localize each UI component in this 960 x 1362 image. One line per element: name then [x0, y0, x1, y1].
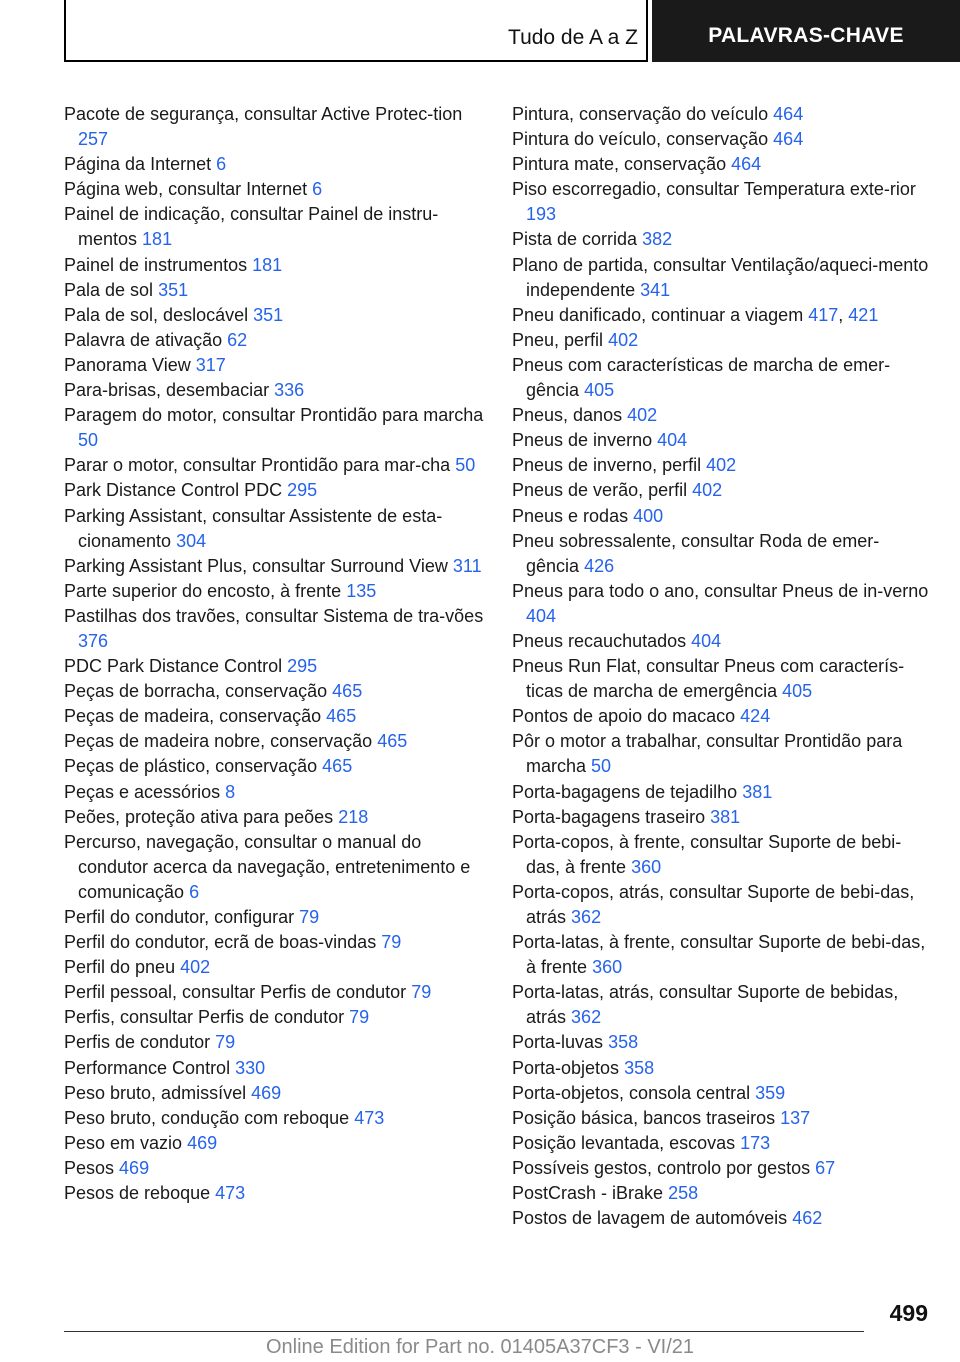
page-reference-link[interactable]: 360 — [592, 957, 623, 978]
page-reference-link[interactable]: 351 — [253, 304, 284, 325]
page-reference-link[interactable]: 193 — [526, 204, 557, 225]
page-reference-link[interactable]: 464 — [731, 154, 762, 175]
index-entry-text: Porta-bagagens traseiro — [512, 806, 706, 827]
page-reference-link[interactable]: 421 — [848, 304, 879, 325]
page-reference-link[interactable]: 218 — [338, 806, 369, 827]
index-entry-text: Pneus, danos — [512, 405, 623, 426]
index-entry — [512, 353, 932, 403]
index-entry — [64, 152, 484, 177]
page-reference-link[interactable]: 317 — [195, 354, 226, 375]
index-entry-text: Pala de sol, deslocável — [64, 304, 249, 325]
index-entry-text: Pneu, perfil — [512, 329, 604, 350]
page-reference-link[interactable]: 79 — [299, 907, 320, 927]
index-entry-text: Paragem do motor, consultar Prontidão para marcha — [64, 405, 484, 426]
page-reference-link[interactable]: 79 — [349, 1007, 370, 1028]
index-entry-text: Pneus de inverno, perfil — [512, 455, 702, 476]
index-entry — [512, 403, 932, 428]
page-reference-link[interactable]: 358 — [608, 1032, 639, 1053]
page-reference-link[interactable]: 295 — [287, 480, 318, 501]
index-column-right — [512, 102, 932, 1231]
index-entry-text: Posição básica, bancos traseiros — [512, 1107, 776, 1128]
page-reference-link[interactable]: 402 — [706, 455, 737, 476]
page-reference-link[interactable]: 404 — [691, 630, 722, 651]
index-entry — [64, 1106, 484, 1131]
page-reference-link[interactable]: 135 — [346, 580, 377, 601]
header-section-box — [64, 0, 648, 62]
index-entry-text: Perfil do condutor, ecrã de boas-vindas — [64, 932, 377, 953]
page-reference-link[interactable]: 381 — [710, 806, 741, 827]
index-entry — [64, 805, 484, 830]
index-entry-text: Pneu danificado, continuar a viagem — [512, 304, 804, 325]
index-entry-text: Park Distance Control PDC — [64, 480, 283, 501]
page-reference-link[interactable]: 469 — [119, 1157, 150, 1178]
index-entry-text: Pôr o motor a trabalhar, consultar Prontidão para marcha — [512, 731, 903, 777]
index-entry — [64, 830, 484, 905]
index-entry-text: Pneus com características de marcha de emer-gência — [512, 354, 891, 401]
index-entry — [512, 428, 932, 453]
index-entry-text: Perfil do condutor, configurar — [64, 907, 295, 927]
index-entry-text: Pista de corrida — [512, 229, 638, 250]
index-entry — [512, 127, 932, 152]
index-entry — [512, 704, 932, 729]
page-reference-link[interactable]: 362 — [571, 907, 602, 927]
page-reference-link[interactable]: 402 — [627, 405, 658, 426]
index-entry-text: Palavra de ativação — [64, 329, 223, 350]
page-reference-link[interactable]: 402 — [692, 480, 723, 501]
page-reference-link[interactable]: 362 — [571, 1007, 602, 1028]
index-entry — [64, 1056, 484, 1081]
index-entry-text: Pneus de inverno — [512, 430, 653, 451]
index-entry — [64, 704, 484, 729]
page-reference-link[interactable]: 50 — [591, 756, 612, 777]
page-reference-link[interactable]: 304 — [176, 530, 207, 551]
page-reference-link[interactable]: 181 — [252, 254, 283, 275]
page-reference-link[interactable]: 79 — [381, 932, 402, 953]
index-entry-text: Pastilhas dos travões, consultar Sistema de tra-vões — [64, 605, 484, 626]
index-entry — [512, 177, 932, 227]
page-reference-link[interactable]: 464 — [773, 104, 804, 124]
index-entry — [512, 930, 932, 980]
page-reference-link[interactable]: 311 — [452, 555, 482, 576]
page-reference-link[interactable]: 360 — [631, 856, 662, 877]
index-entry — [512, 880, 932, 930]
index-entry-text: Porta-bagagens de tejadilho — [512, 781, 738, 802]
page-reference-link[interactable]: 405 — [782, 681, 813, 702]
index-entry-text: Pacote de segurança, consultar Active Protec-tion — [64, 104, 463, 124]
index-entry — [512, 328, 932, 353]
index-entry-text: Peças e acessórios — [64, 781, 221, 802]
section-title: Tudo de A a Z — [508, 26, 638, 49]
page-reference-link[interactable]: 359 — [755, 1082, 786, 1103]
index-entry — [512, 805, 932, 830]
index-entry — [512, 980, 932, 1030]
index-entry-text: Percurso, navegação, consultar o manual do condutor acerca da navegação, entretenimento e comunicação — [64, 831, 471, 902]
page-number: 499 — [889, 1300, 928, 1326]
page-reference-link[interactable]: 173 — [740, 1132, 771, 1153]
index-entry — [64, 353, 484, 378]
index-entry — [64, 955, 484, 980]
index-column-left — [64, 102, 484, 1206]
index-entry-text: Pontos de apoio do macaco — [512, 706, 736, 727]
index-entry — [64, 478, 484, 503]
index-entry-text: Parking Assistant, consultar Assistente de esta-cionamento — [64, 505, 443, 551]
index-entry — [64, 1156, 484, 1181]
index-entry-text: Pneu sobressalente, consultar Roda de emer-gência — [512, 530, 880, 576]
index-entry-text: Pneus para todo o ano, consultar Pneus de in-verno — [512, 580, 929, 601]
index-entry — [64, 604, 484, 654]
page-reference-link[interactable]: 469 — [187, 1132, 218, 1153]
index-entry — [64, 303, 484, 328]
index-entry-text: Peões, proteção ativa para peões — [64, 806, 334, 827]
index-entry — [512, 579, 932, 629]
page-reference-link[interactable]: 336 — [274, 380, 305, 401]
index-entry-text: Porta-objetos, consola central — [512, 1082, 751, 1103]
index-entry-text: Pneus e rodas — [512, 505, 629, 526]
index-entry-text: Pintura mate, conservação — [512, 154, 727, 175]
index-entry — [512, 504, 932, 529]
index-entry-text: Peso bruto, admissível — [64, 1082, 247, 1103]
page-reference-link[interactable]: 462 — [792, 1208, 823, 1229]
index-entry — [512, 1131, 932, 1156]
index-entry-text: Pneus Run Flat, consultar Pneus com caracterís-ticas de marcha de emergência — [512, 656, 905, 702]
page-reference-link[interactable]: 426 — [584, 555, 615, 576]
index-entry-text: Peças de plástico, conservação — [64, 756, 318, 777]
page-reference-link[interactable]: 341 — [640, 279, 671, 300]
page-reference-link[interactable]: 473 — [354, 1107, 385, 1128]
page-reference-link[interactable]: 6 — [189, 881, 200, 902]
index-entry-text: Performance Control — [64, 1057, 231, 1078]
index-entry-text: Pesos de reboque — [64, 1183, 211, 1204]
index-entry — [64, 253, 484, 278]
index-entry-text: Postos de lavagem de automóveis — [512, 1208, 788, 1229]
page-reference-link[interactable]: 400 — [633, 505, 664, 526]
page-reference-link[interactable]: 465 — [326, 706, 357, 727]
index-entry — [512, 102, 932, 127]
index-entry — [64, 1131, 484, 1156]
index-entry — [64, 980, 484, 1005]
index-entry — [512, 780, 932, 805]
footer-divider — [64, 1331, 864, 1332]
index-entry — [64, 1005, 484, 1030]
index-entry — [512, 1206, 932, 1231]
index-entry-text: Página da Internet — [64, 154, 212, 175]
page-reference-link[interactable]: 376 — [78, 630, 109, 651]
index-entry-text: Porta-latas, atrás, consultar Suporte de bebidas, atrás — [512, 982, 899, 1028]
page-reference-link[interactable]: 137 — [780, 1107, 811, 1128]
index-entry — [64, 1181, 484, 1206]
index-entry — [512, 253, 932, 303]
index-entry — [512, 654, 932, 704]
index-entry-text: Painel de instrumentos — [64, 254, 248, 275]
index-entry — [512, 1030, 932, 1055]
index-entry — [512, 1181, 932, 1206]
page-reference-link[interactable]: 424 — [740, 706, 771, 727]
page-reference-link[interactable]: 465 — [332, 681, 363, 702]
index-entry-text: Panorama View — [64, 354, 191, 375]
index-entry — [64, 780, 484, 805]
index-entry-text: Plano de partida, consultar Ventilação/aqueci-mento independente — [512, 254, 929, 300]
index-entry-text: Perfis de condutor — [64, 1032, 211, 1053]
page-reference-link[interactable]: 404 — [526, 605, 557, 626]
page-reference-link[interactable]: 417 — [808, 304, 839, 325]
keyword-tab: PALAVRAS-CHAVE — [652, 0, 960, 62]
page-reference-link[interactable]: 295 — [287, 656, 318, 677]
index-entry-text: Painel de indicação, consultar Painel de instru-mentos — [64, 204, 439, 250]
index-entry — [64, 654, 484, 679]
index-entry — [512, 1056, 932, 1081]
page-reference-link[interactable]: 351 — [158, 279, 189, 300]
index-entry — [512, 227, 932, 252]
index-entry-text: Porta-copos, atrás, consultar Suporte de bebi-das, atrás — [512, 881, 915, 927]
index-entry-text: Peso em vazio — [64, 1132, 183, 1153]
index-entry-text: Porta-luvas — [512, 1032, 604, 1053]
index-entry — [64, 729, 484, 754]
page-reference-link[interactable]: 330 — [235, 1057, 266, 1078]
index-entry — [64, 504, 484, 554]
index-entry-text: Posição levantada, escovas — [512, 1132, 736, 1153]
index-entry-text: Piso escorregadio, consultar Temperatura exte-rior — [512, 179, 916, 200]
index-entry-text: Porta-latas, à frente, consultar Suporte de bebi-das, à frente — [512, 932, 926, 978]
page-reference-link[interactable]: 465 — [377, 731, 408, 752]
page-reference-link[interactable]: 258 — [668, 1183, 699, 1204]
page-reference-link[interactable]: 402 — [608, 329, 639, 350]
index-entry-text: Porta-copos, à frente, consultar Suporte de bebi-das, à frente — [512, 831, 902, 877]
page-reference-link[interactable]: 6 — [216, 154, 227, 175]
index-entry — [512, 729, 932, 779]
page-reference-link[interactable]: 404 — [657, 430, 688, 451]
page-reference-link[interactable]: 402 — [180, 957, 211, 978]
page-reference-link[interactable]: 67 — [815, 1157, 836, 1178]
index-entry-text: Pneus recauchutados — [512, 630, 687, 651]
page-reference-link[interactable]: 50 — [78, 430, 99, 451]
page-reference-link[interactable]: 50 — [455, 455, 476, 476]
index-entry — [512, 478, 932, 503]
index-entry-text: Pintura do veículo, conservação — [512, 129, 769, 150]
index-entry — [64, 579, 484, 604]
index-entry — [512, 152, 932, 177]
page-reference-link[interactable]: 6 — [312, 179, 323, 200]
page-reference-link[interactable]: 464 — [773, 129, 804, 150]
page-reference-link[interactable]: 358 — [624, 1057, 655, 1078]
index-entry — [64, 328, 484, 353]
index-entry-text: Página web, consultar Internet — [64, 179, 308, 200]
index-entry-text: Pintura, conservação do veículo — [512, 104, 769, 124]
index-entry — [512, 830, 932, 880]
index-entry — [64, 905, 484, 930]
index-entry-text: Peso bruto, condução com reboque — [64, 1107, 350, 1128]
index-entry — [512, 1106, 932, 1131]
page-reference-link[interactable]: 62 — [227, 329, 248, 350]
index-entry — [64, 202, 484, 252]
page-reference-link[interactable]: 382 — [642, 229, 673, 250]
index-entry-text: PDC Park Distance Control — [64, 656, 283, 677]
index-entry — [512, 1081, 932, 1106]
index-entry-text: Para-brisas, desembaciar — [64, 380, 270, 401]
index-entry-text: Peças de madeira nobre, conservação — [64, 731, 373, 752]
index-entry — [64, 1030, 484, 1055]
index-entry-text: Perfil pessoal, consultar Perfis de condutor — [64, 982, 407, 1003]
index-entry-text: Peças de borracha, conservação — [64, 681, 328, 702]
index-entry-text: Peças de madeira, conservação — [64, 706, 322, 727]
index-entry — [64, 930, 484, 955]
page-reference-link[interactable]: 381 — [742, 781, 773, 802]
page-reference-link[interactable]: 79 — [411, 982, 432, 1003]
index-entry — [64, 453, 484, 478]
index-entry-text: Perfil do pneu — [64, 957, 176, 978]
page-reference-link[interactable]: 465 — [322, 756, 353, 777]
index-entry — [512, 453, 932, 478]
index-entry — [64, 754, 484, 779]
page-reference-link[interactable]: 257 — [78, 129, 109, 150]
index-entry — [512, 1156, 932, 1181]
index-entry — [64, 102, 484, 152]
index-entry-text: Possíveis gestos, controlo por gestos — [512, 1157, 811, 1178]
index-entry — [64, 554, 484, 579]
index-entry-text: Parking Assistant Plus, consultar Surround View — [64, 555, 448, 576]
page-reference-link[interactable]: 473 — [215, 1183, 246, 1204]
page-reference-link[interactable]: 8 — [225, 781, 236, 802]
index-entry — [64, 378, 484, 403]
index-entry-text: Parte superior do encosto, à frente — [64, 580, 342, 601]
index-entry-text: Pneus de verão, perfil — [512, 480, 688, 501]
page-reference-link[interactable]: 405 — [584, 380, 615, 401]
page-reference-link[interactable]: 181 — [142, 229, 173, 250]
index-entry-text: Parar o motor, consultar Prontidão para mar-cha — [64, 455, 451, 476]
index-entry — [64, 177, 484, 202]
index-entry — [64, 1081, 484, 1106]
index-entry — [64, 403, 484, 453]
index-entry — [64, 679, 484, 704]
index-entry — [512, 629, 932, 654]
index-entry-text: Pesos — [64, 1157, 115, 1178]
index-entry-text: PostCrash - iBrake — [512, 1183, 664, 1204]
index-entry — [512, 529, 932, 579]
footer-edition: Online Edition for Part no. 01405A37CF3 - VI/21 — [265, 1336, 695, 1358]
index-entry-text: Pala de sol — [64, 279, 154, 300]
index-entry-text: Porta-objetos — [512, 1057, 620, 1078]
index-entry-text: Perfis, consultar Perfis de condutor — [64, 1007, 345, 1028]
page-reference-link[interactable]: 469 — [251, 1082, 282, 1103]
page-reference-link[interactable]: 79 — [215, 1032, 236, 1053]
index-entry — [64, 278, 484, 303]
index-entry: Pneu danificado, continuar a viagem 417, 421 — [512, 304, 879, 325]
